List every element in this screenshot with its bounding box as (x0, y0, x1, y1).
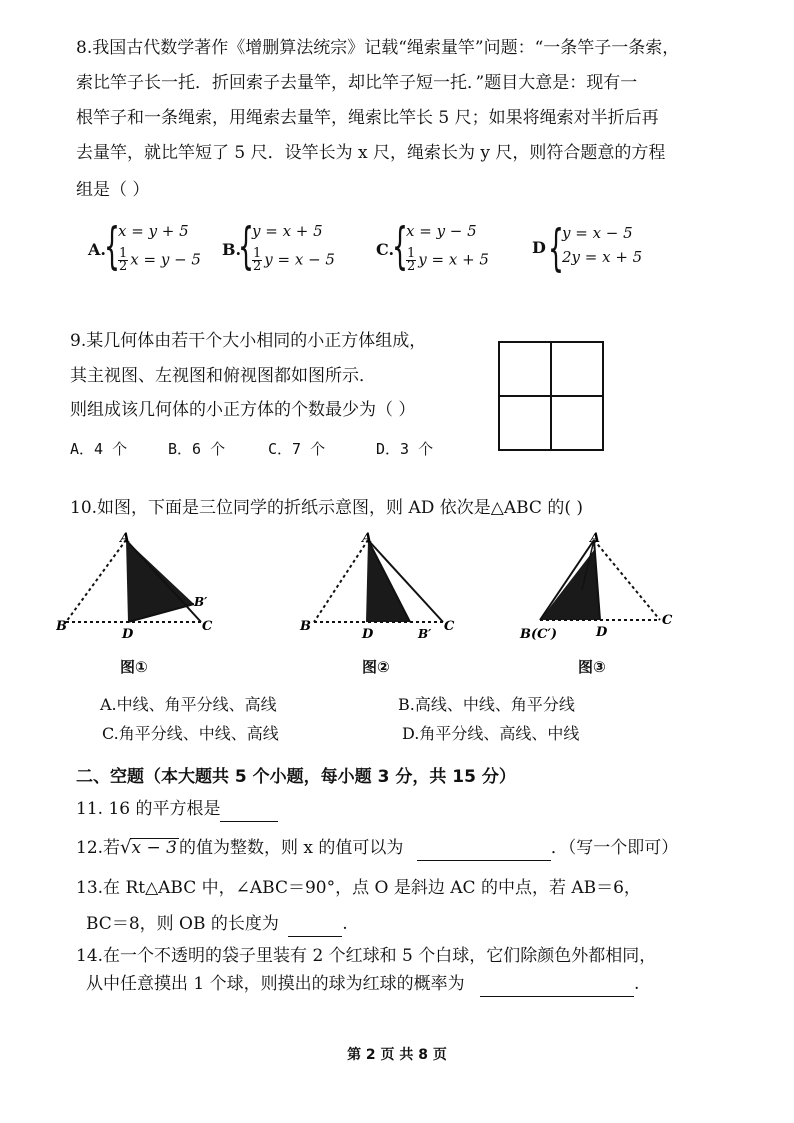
q8-b-eq2: $\frac{1}{2}$ y = x − 5 (253, 246, 335, 274)
q11-text: 11. 16 的平方根是 (76, 799, 221, 819)
q14-line-2 (86, 972, 639, 997)
label-c: C (662, 613, 673, 628)
q10-option-a[interactable]: A.中线、角平分线、高线 (100, 695, 277, 714)
fraction: $\frac{1}{2}$ (119, 246, 128, 274)
q8-c-eq2: $\frac{1}{2}$ y = x + 5 (407, 246, 489, 274)
q13-line-1: 13.在 Rt△ABC 中，∠ABC＝90°，点 O 是斜边 AC 的中点，若 AB＝6， (76, 878, 641, 898)
brace-icon: { (548, 219, 564, 277)
q12-answer-blank[interactable] (417, 836, 551, 861)
q8-option-b-label: B. (222, 240, 242, 259)
label-d: D (596, 625, 608, 640)
q12-post: ．（写一个即可） (550, 838, 679, 858)
q10-option-b[interactable]: B.高线、中线、角平分线 (398, 695, 575, 714)
q8-line-4: 去量竿，就比竿短了 5 尺．设竿长为 x 尺，绳索长为 y 尺，则符合题意的方程 (76, 143, 666, 163)
q9-option-c[interactable]: C．7 个 (268, 440, 326, 458)
q11-answer-blank[interactable] (220, 797, 278, 822)
q12-pre: 12.若 (76, 838, 121, 858)
q13-line-2-text: BC＝8，则 OB 的长度为 (86, 914, 279, 934)
q13-line-2 (86, 912, 348, 937)
q8-d-eq1: y = x − 5 (562, 224, 633, 242)
three-view-grid (498, 341, 604, 451)
q13-line-2-end: . (342, 914, 348, 934)
q9-option-b[interactable]: B．6 个 (168, 440, 226, 458)
label-b-prime: B′ (418, 627, 432, 641)
folded-region (540, 550, 600, 620)
q13-answer-blank[interactable] (288, 912, 342, 937)
q8-line-1: 8.我国古代数学著作《增删算法统宗》记载“绳索量竿”问题：“一条竿子一条索， (76, 38, 680, 58)
fold-figure-3 (518, 530, 688, 645)
fold-figure-2 (298, 530, 468, 645)
label-c: C (202, 619, 213, 634)
q8-line-2: 索比竿子长一托．折回索子去量竿，却比竿子短一托．”题目大意是：现有一 (76, 73, 638, 93)
fold-figure-1 (56, 530, 226, 645)
label-b: B (56, 619, 67, 634)
q8-a-eq2: $\frac{1}{2}$ x = y − 5 (119, 246, 201, 274)
q8-a-eq1: x = y + 5 (118, 222, 189, 240)
page-footer: 第 2 页 共 8 页 (347, 1047, 447, 1063)
q10-stem: 10.如图，下面是三位同学的折纸示意图，则 AD 依次是△ABC 的( ) (70, 498, 583, 518)
q12 (76, 836, 678, 861)
label-b-c-prime: B(C′) (520, 627, 558, 642)
label-a: A (120, 531, 131, 546)
figure-3-caption: 图③ (578, 658, 606, 676)
fraction: $\frac{1}{2}$ (253, 246, 262, 274)
q8-d-eq2: 2y = x + 5 (562, 248, 643, 266)
q8-option-a-label: A. (88, 240, 106, 259)
q14-line-2-text: 从中任意摸出 1 个球，则摸出的球为红球的概率为 (86, 974, 465, 994)
fraction: $\frac{1}{2}$ (407, 246, 416, 274)
q12-radicand: x − 3 (131, 838, 177, 858)
label-b: B (300, 619, 311, 634)
q8-option-d-label: D (532, 238, 546, 257)
q10-option-c[interactable]: C.角平分线、中线、高线 (102, 724, 279, 743)
label-b-prime: B′ (194, 595, 208, 609)
brace-icon: { (104, 217, 120, 275)
label-a: A (362, 531, 373, 546)
q9-line-2: 其主视图、左视图和俯视图都如图所示． (70, 366, 376, 386)
q12-mid: 的值为整数，则 x 的值可以为 (179, 838, 404, 858)
q9-option-d[interactable]: D．3 个 (376, 440, 434, 458)
q11 (76, 797, 278, 822)
section-2-heading: 二、空题（本大题共 5 个小题，每小题 3 分，共 15 分） (76, 767, 516, 787)
q14-line-1: 14.在一个不透明的袋子里装有 2 个红球和 5 个白球，它们除颜色外都相同， (76, 946, 657, 966)
q8-line-3: 根竿子和一条绳索，用绳索去量竿，绳索比竿长 5 尺；如果将绳索对半折后再 (76, 108, 659, 128)
q8-b-eq1: y = x + 5 (252, 222, 323, 240)
q8-c-eq1: x = y − 5 (406, 222, 477, 240)
brace-icon: { (392, 217, 408, 275)
q9-line-1: 9.某几何体由若干个大小相同的小正方体组成， (70, 331, 427, 351)
figure-2-caption: 图② (362, 658, 390, 676)
label-d: D (122, 627, 134, 642)
q10-option-d[interactable]: D.角平分线、高线、中线 (402, 724, 580, 743)
sqrt-icon: √ (120, 837, 132, 858)
label-d: D (362, 627, 374, 642)
q9-option-a[interactable]: A．4 个 (70, 440, 128, 458)
grid-horizontal-line (500, 395, 602, 397)
figure-1-caption: 图① (120, 658, 148, 676)
q8-option-c-label: C. (376, 240, 395, 259)
q14-line-2-end: . (634, 974, 640, 994)
label-a: A (590, 531, 601, 546)
q8-line-5: 组是（ ） (76, 180, 150, 200)
q14-answer-blank[interactable] (480, 972, 634, 997)
brace-icon: { (238, 217, 254, 275)
q9-line-3: 则组成该几何体的小正方体的个数最少为（ ） (70, 400, 416, 420)
label-c: C (444, 619, 455, 634)
